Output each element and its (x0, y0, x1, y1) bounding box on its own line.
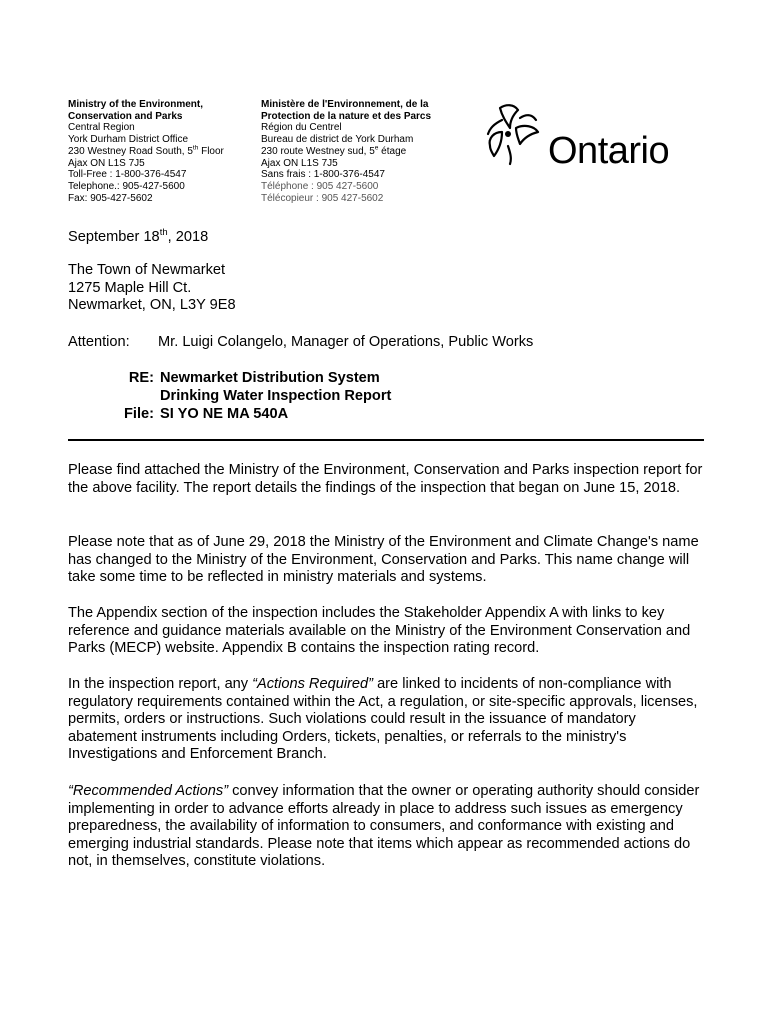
paragraph-3-text: The Appendix section of the inspection includes the Stakeholder Appendix A with links to key reference and guidance materials available on the Ministry of the Environment Conservation and Parks (MECP) website. Appendix B contains the inspection rating record. (68, 605, 691, 657)
fr-city: Ajax ON L1S 7J5 (261, 157, 338, 169)
paragraph-1-text: Please find attached the Ministry of the Environment, Conservation and Parks inspection report for the above facility. The report details the findings of the inspection that began on June 15, 2018. (68, 462, 703, 496)
attention-value: Mr. Luigi Colangelo, Manager of Operations, Public Works (158, 334, 534, 350)
address-line-2: 1275 Maple Hill Ct. (68, 279, 192, 296)
en-office: York Durham District Office (68, 134, 189, 146)
en-tollfree: Toll-Free : 1-800-376-4547 (68, 169, 187, 181)
fr-tollfree: Sans frais : 1-800-376-4547 (261, 169, 385, 181)
en-street-suffix: Floor (198, 145, 224, 157)
paragraph-4-lead: In the inspection report, any (68, 676, 253, 692)
en-street-text: 230 Westney Road South, 5 (68, 145, 193, 157)
en-region: Central Region (68, 122, 135, 134)
paragraph-2 (68, 534, 708, 587)
recommended-actions-term: “Recommended Actions” (68, 783, 229, 799)
letter-date (68, 229, 708, 247)
address-line-3: Newmarket, ON, L3Y 9E8 (68, 297, 236, 314)
re-line-1: Newmarket Distribution System (160, 370, 380, 386)
fr-office: Bureau de district de York Durham (261, 134, 414, 146)
file-number: SI YO NE MA 540A (160, 406, 289, 422)
en-ministry-name: Ministry of the Environment, (68, 99, 204, 110)
fr-region: Région du Centrel (261, 122, 342, 134)
en-city: Ajax ON L1S 7J5 (68, 157, 145, 169)
recipient-address (68, 262, 708, 315)
attention-label: Attention: (68, 334, 130, 350)
en-street (68, 146, 224, 158)
trillium-center (505, 131, 511, 137)
fr-fax: Télécopieur : 905 427-5602 (261, 192, 384, 204)
address-line-1: The Town of Newmarket (68, 262, 226, 278)
fr-telephone: Téléphone : 905 427-5600 (261, 180, 379, 192)
actions-required-term: “Actions Required” (252, 676, 374, 692)
date-text: September 18 (68, 229, 160, 245)
paragraph-4-text (68, 676, 708, 764)
paragraph-3 (68, 605, 708, 658)
paragraph-5-text (68, 783, 708, 871)
paragraph-1 (68, 462, 708, 497)
en-ministry-name-2: Conservation and Parks (68, 110, 183, 122)
fr-ministry-name-2: Protection de la nature et des Parcs (261, 110, 432, 122)
fr-street (261, 146, 431, 158)
french-letterhead (261, 99, 431, 204)
ontario-wordmark: Ontario (548, 130, 670, 172)
paragraph-4-rest: are linked to incidents of non-compliance with regulatory requirements contained within the Act, a regulation, or site-specific approvals, licenses, permits, orders or instructions. Such violations could result in the issuance of mandatory abatement instruments including Orders, tickets, penalties, or referrals to the ministry's Investigations and Enforcement Branch. (68, 676, 698, 763)
english-letterhead (68, 99, 224, 204)
re-label: RE: (128, 370, 154, 386)
date-year: , 2018 (167, 229, 209, 245)
file-label: File: (124, 406, 154, 422)
fr-street-suffix: étage (378, 145, 407, 157)
fr-street-text: 230 route Westney sud, 5 (261, 145, 375, 157)
date-sup: th (159, 227, 168, 239)
paragraph-4 (68, 676, 708, 764)
fr-street-sup: e (374, 144, 379, 152)
fr-ministry-name: Ministère de l'Environnement, de la (261, 99, 429, 110)
en-telephone: Telephone.: 905-427-5600 (68, 180, 185, 192)
en-street-sup: th (192, 144, 199, 152)
re-line-2: Drinking Water Inspection Report (160, 388, 392, 404)
en-fax: Fax: 905-427-5602 (68, 192, 153, 204)
horizontal-divider (68, 439, 704, 441)
paragraph-2-text: Please note that as of June 29, 2018 the Ministry of the Environment and Climate Change's name has changed to the Ministry of the Environment, Conservation and Parks. This name change will take some time to be reflected in ministry materials and systems. (68, 534, 699, 586)
paragraph-5 (68, 783, 708, 871)
paragraph-5-rest: convey information that the owner or operating authority should consider implementing in order to advance efforts already in place to address such issues as emergency preparedness, the availability of information to consumers, and conformance with existing and emerging industrial standards. Please note that items which appear as recommended actions do not, in themselves, constitute violations. (68, 783, 700, 870)
